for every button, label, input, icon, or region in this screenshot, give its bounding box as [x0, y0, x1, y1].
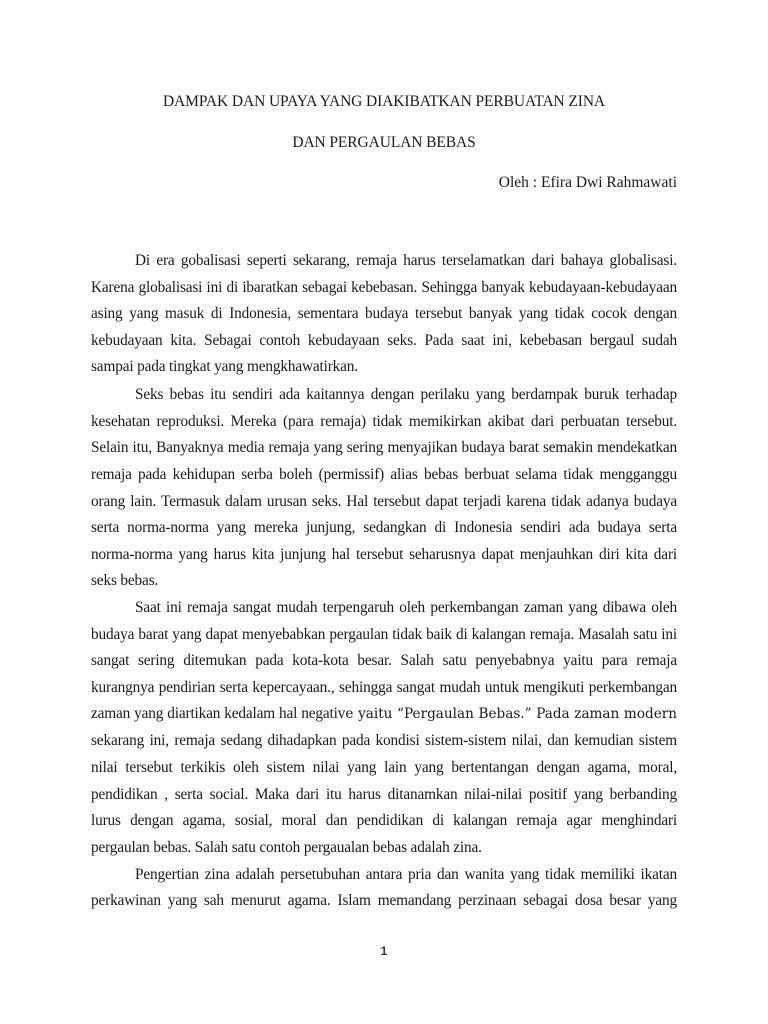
text-line: kebudayaan kita. Sebagai contoh kebudayaan seks. Pada saat ini, kebebasan bergaul sudah	[91, 332, 677, 349]
text-segment-alt-font: ve yaitu “Pergaulan Bebas.” Pada zaman modern	[337, 706, 677, 722]
text-line: perkawinan yang sah menurut agama. Islam memandang perzinaan sebagai dosa besar yang	[91, 892, 677, 909]
page-number: 1	[380, 944, 388, 958]
text-line: Seks bebas itu sendiri ada kaitannya dengan perilaku yang berdampak buruk terhadap	[135, 386, 677, 403]
text-line: pergaulan bebas. Salah satu contoh pergaualan bebas adalah zina.	[91, 839, 482, 856]
text-line-mixed-font	[91, 704, 677, 724]
text-line: asing yang masuk di Indonesia, sementara budaya tersebut banyak yang tidak cocok dengan	[91, 305, 677, 322]
text-line: Saat ini remaja sangat mudah terpengaruh oleh perkembangan zaman yang dibawa oleh	[135, 599, 677, 616]
text-segment: zaman yang diartikan kedalam hal negati	[91, 705, 338, 722]
text-line: pendidikan , serta social. Maka dari itu harus ditanamkan nilai-nilai positif yang berbanding	[91, 786, 677, 803]
text-line: orang lain. Termasuk dalam urusan seks. Hal tersebut dapat terjadi karena tidak adanya budaya	[91, 493, 677, 510]
text-line: Karena globalisasi ini di ibaratkan sebagai kebebasan. Sehingga banyak kebudayaan-kebudayaan	[91, 279, 677, 296]
text-line: nilai tersebut terkikis oleh sistem nilai yang lain yang bertentangan dengan agama, moral,	[91, 759, 677, 776]
text-line: serta norma-norma yang mereka junjung, sedangkan di Indonesia sendiri ada budaya serta	[91, 519, 677, 536]
text-line: seks bebas.	[91, 572, 159, 589]
text-line: kesehatan reproduksi. Mereka (para remaja) tidak memikirkan akibat dari perbuatan tersebut.	[91, 413, 677, 430]
text-line: budaya barat yang dapat menyebabkan pergaulan tidak baik di kalangan remaja. Masalah satu ini	[91, 626, 677, 643]
text-line: Di era gobalisasi seperti sekarang, remaja harus terselamatkan dari bahaya globalisasi.	[135, 252, 677, 269]
text-line: remaja pada kehidupan serba boleh (permissif) alias bebas berbuat selama tidak mengganggu	[91, 466, 677, 483]
document-title-line-2: DAN PERGAULAN BEBAS	[292, 134, 476, 151]
text-line: sekarang ini, remaja sedang dihadapkan pada kondisi sistem-sistem nilai, dan kemudian sistem	[91, 732, 677, 749]
text-line: lurus dengan agama, sosial, moral dan pendidikan di kalangan remaja agar menghindari	[91, 812, 677, 829]
text-line: sampai pada tingkat yang mengkhawatirkan.	[91, 358, 358, 375]
text-line: sangat sering ditemukan pada kota-kota besar. Salah satu penyebabnya yaitu para remaja	[91, 652, 677, 669]
text-line: Selain itu, Banyaknya media remaja yang sering menyajikan budaya barat semakin mendekatkan	[91, 439, 677, 456]
text-line: norma-norma yang harus kita junjung hal tersebut seharusnya dapat menjauhkan diri kita dari	[91, 546, 677, 563]
text-line: Pengertian zina adalah persetubuhan antara pria dan wanita yang tidak memiliki ikatan	[135, 866, 677, 883]
document-title-line-1: DAMPAK DAN UPAYA YANG DIAKIBATKAN PERBUATAN ZINA	[162, 93, 606, 110]
document-author: Oleh : Efira Dwi Rahmawati	[498, 174, 677, 191]
text-line: kurangnya pendirian serta kepercayaan., sehingga sangat mudah untuk mengikuti perkembangan	[91, 679, 677, 696]
